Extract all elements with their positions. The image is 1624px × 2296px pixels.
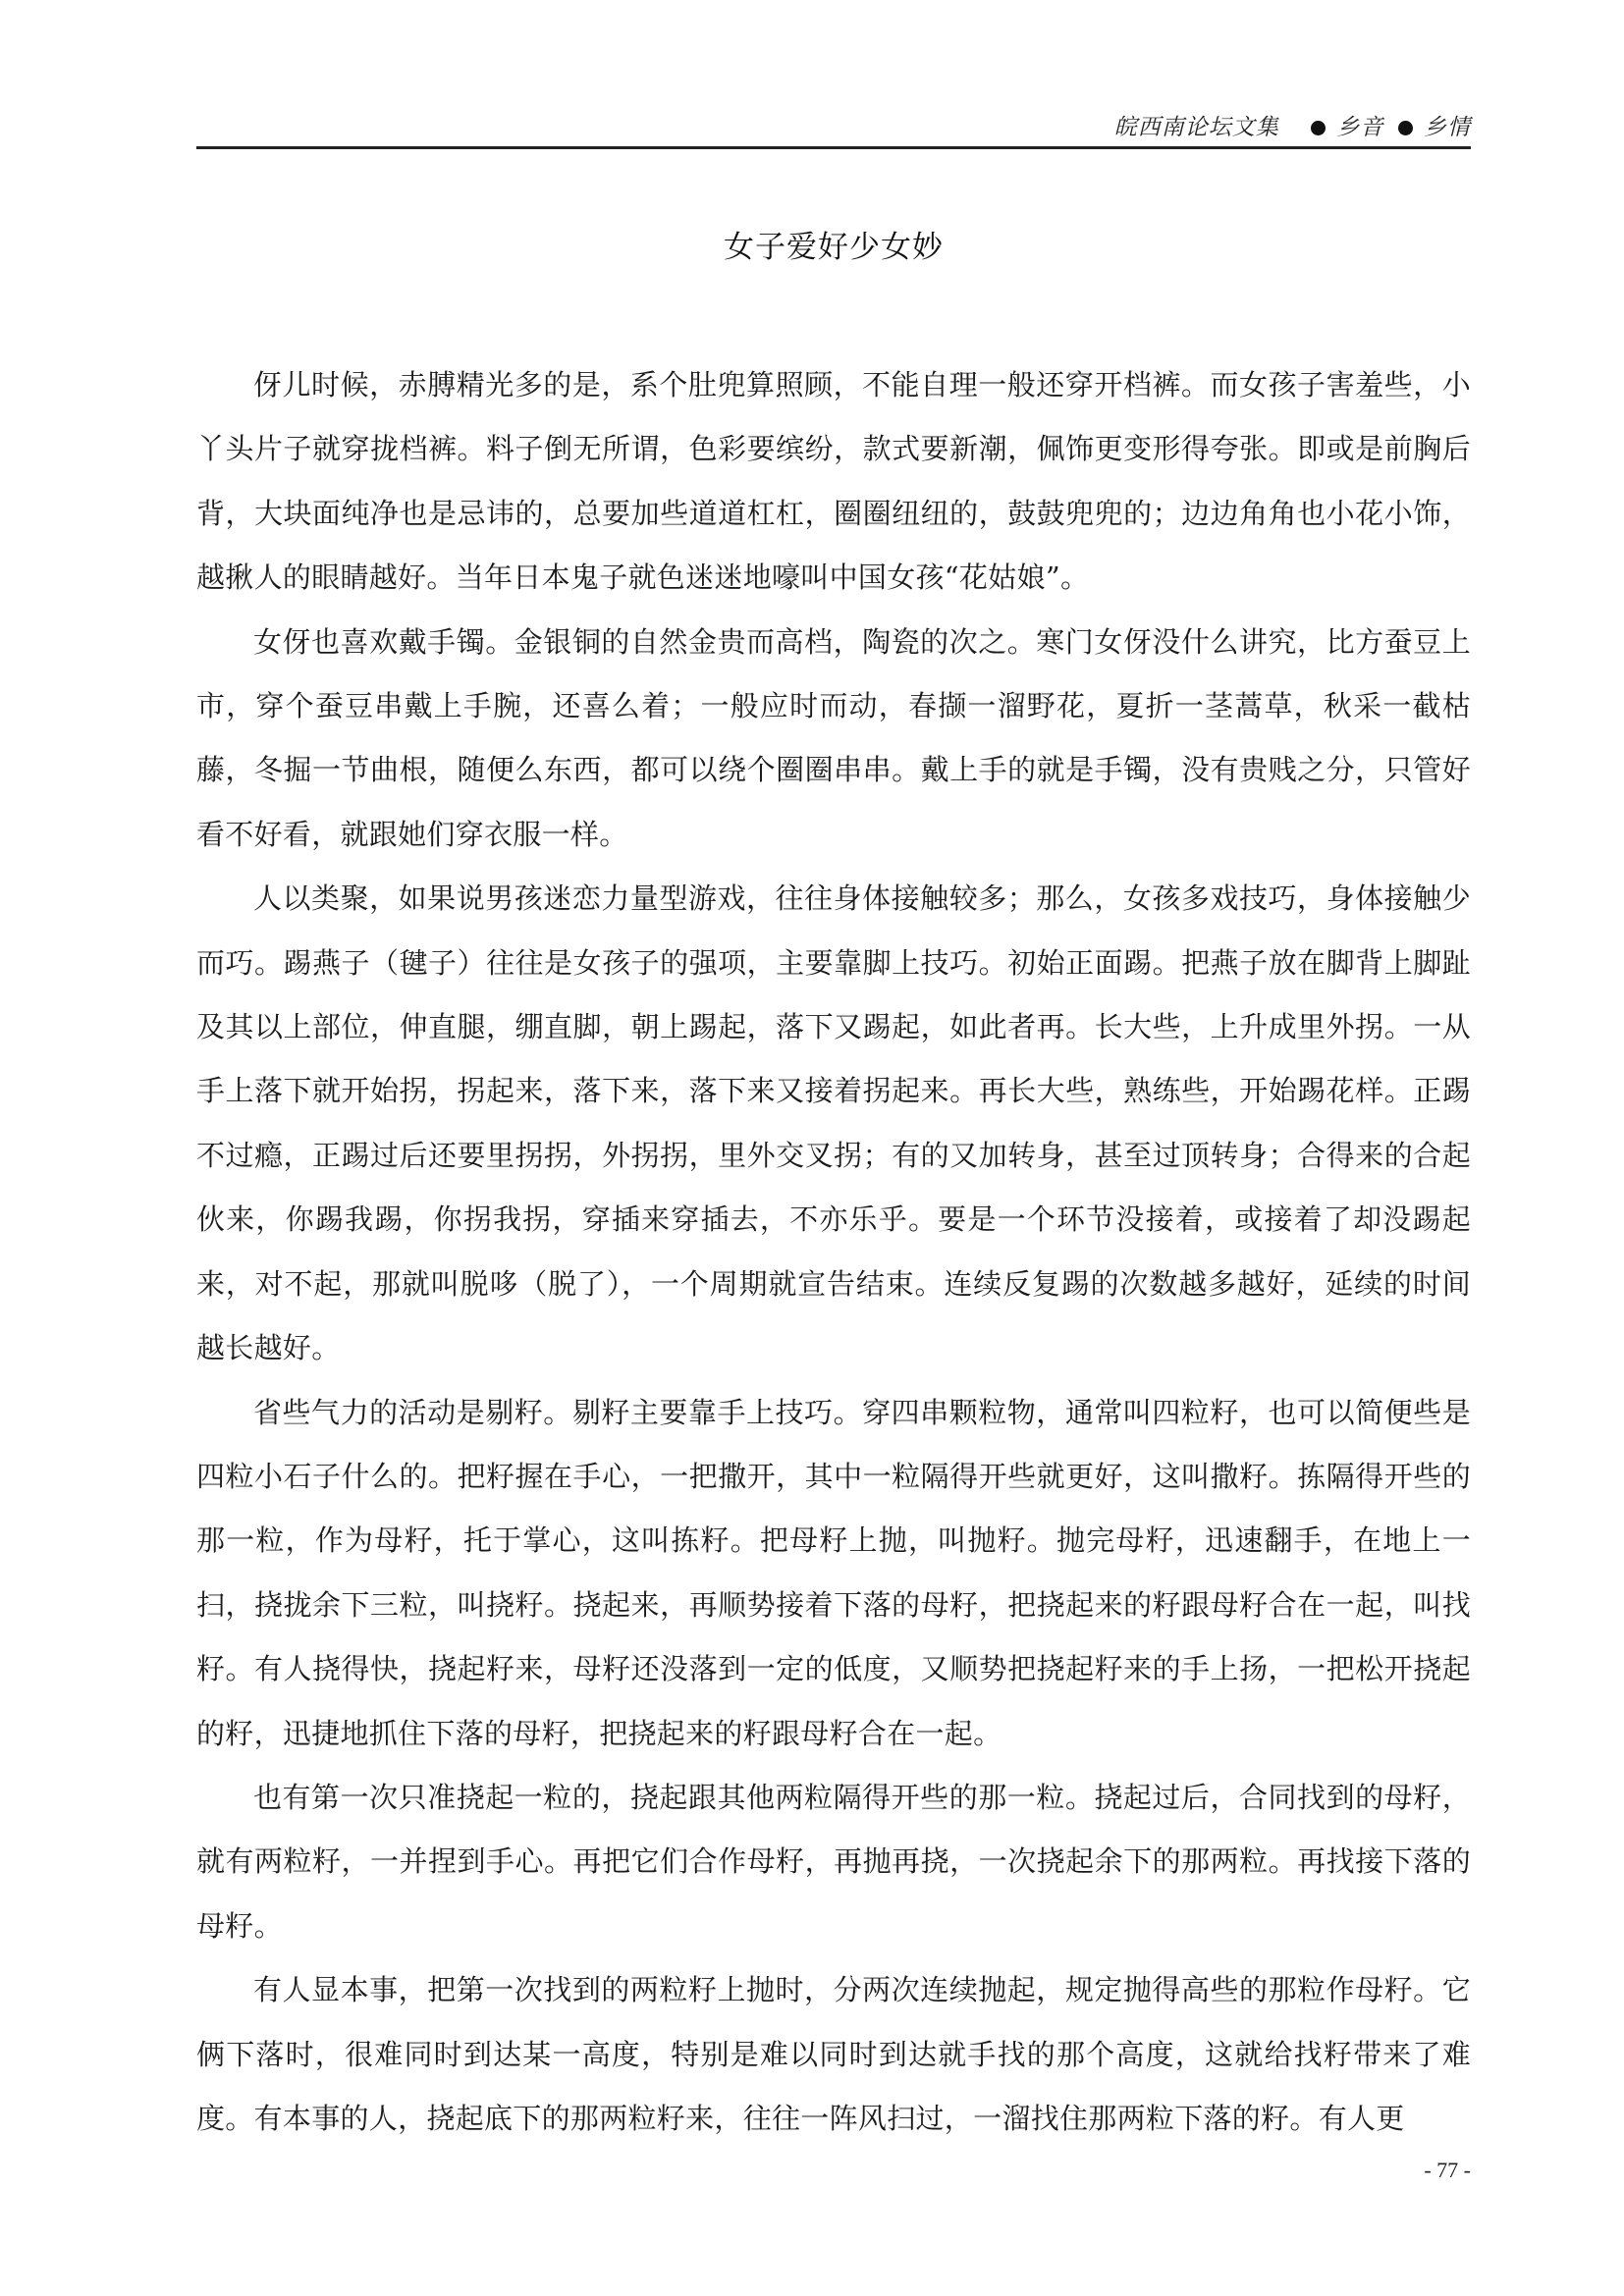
bullet-icon	[1398, 121, 1413, 135]
paragraph-4: 省些气力的活动是剔籽。剔籽主要靠手上技巧。穿四串颗粒物，通常叫四粒籽，也可以简便些是四粒小石子什么的。把籽握在手心，一把撒开，其中一粒隔得开些就更好，这叫撒籽。拣隔得开些的那一粒，作为母籽，托于掌心，这叫拣籽。把母籽上抛，叫抛籽。抛完母籽，迅速翻手，在地上一扫，挠拢余下三粒，叫挠籽。挠起来，再顺势接着下落的母籽，把挠起来的籽跟母籽合在一起，叫找籽。有人挠得快，挠起籽来，母籽还没落到一定的低度，又顺势把挠起籽来的手上扬，一把松开挠起的籽，迅捷地抓住下落的母籽，把挠起来的籽跟母籽合在一起。	[196, 1395, 1471, 1750]
bullet-icon	[1311, 121, 1326, 135]
header-text	[1114, 106, 1471, 149]
paragraph-1: 伢儿时候，赤膊精光多的是，系个肚兜算照顾，不能自理一般还穿开档裤。而女孩子害羞些，小丫头片子就穿拢档裤。料子倒无所谓，色彩要缤纷，款式要新潮，佩饰更变形得夸张。即或是前胸后背，大块面纯净也是忌讳的，总要加些道道杠杠，圈圈纽纽的，鼓鼓兜兜的；边边角角也小花小饰，越揪人的眼睛越好。当年日本鬼子就色迷迷地嚎叫中国女孩“花姑娘”。	[196, 368, 1471, 595]
article-title: 女子爱好少女妙	[724, 230, 944, 265]
paragraph-3: 人以类聚，如果说男孩迷恋力量型游戏，往往身体接触较多；那么，女孩多戏技巧，身体接触少而巧。踢燕子（毽子）往往是女孩子的强项，主要靠脚上技巧。初始正面踢。把燕子放在脚背上脚趾及其以上部位，伸直腿，绷直脚，朝上踢起，落下又踢起，如此者再。长大些，上升成里外拐。一从手上落下就开始拐，拐起来，落下来，落下来又接着拐起来。再长大些，熟练些，开始踢花样。正踢不过瘾，正踢过后还要里拐拐，外拐拐，里外交叉拐；有的又加转身，甚至过顶转身；合得来的合起伙来，你踢我踢，你拐我拐，穿插来穿插去，不亦乐乎。要是一个环节没接着，或接着了却没踢起来，对不起，那就叫脱哆（脱了），一个周期就宣告结束。连续反复踢的次数越多越好，延续的时间越长越好。	[196, 881, 1471, 1365]
article-body	[196, 353, 1471, 2151]
header-book-title: 皖西南论坛文集	[1113, 115, 1279, 140]
header-section-b: 乡情	[1424, 115, 1471, 140]
paragraph-6: 有人显本事，把第一次找到的两粒籽上抛时，分两次连续抛起，规定抛得高些的那粒作母籽。它俩下落时，很难同时到达某一高度，特别是难以同时到达就手找的那个高度，这就给找籽带来了难度。有本事的人，挠起底下的那两粒籽来，往往一阵风扫过，一溜找住那两粒下落的籽。有人更	[196, 1973, 1471, 2135]
header-section-a: 乡音	[1336, 115, 1384, 140]
paragraph-5: 也有第一次只准挠起一粒的，挠起跟其他两粒隔得开些的那一粒。挠起过后，合同找到的母籽，就有两粒籽，一并捏到手心。再把它们合作母籽，再抛再挠，一次挠起余下的那两粒。再找接下落的母籽。	[196, 1780, 1471, 1943]
paragraph-2: 女伢也喜欢戴手镯。金银铜的自然金贵而高档，陶瓷的次之。寒门女伢没什么讲究，比方蚕豆上市，穿个蚕豆串戴上手腕，还喜么着；一般应时而动，春撷一溜野花，夏折一茎蒿草，秋采一截枯藤，冬掘一节曲根，随便么东西，都可以绕个圈圈串串。戴上手的就是手镯，没有贵贱之分，只管好看不好看，就跟她们穿衣服一样。	[196, 624, 1471, 851]
page-number: - 77 -	[1424, 2158, 1471, 2182]
running-header	[196, 106, 1471, 149]
